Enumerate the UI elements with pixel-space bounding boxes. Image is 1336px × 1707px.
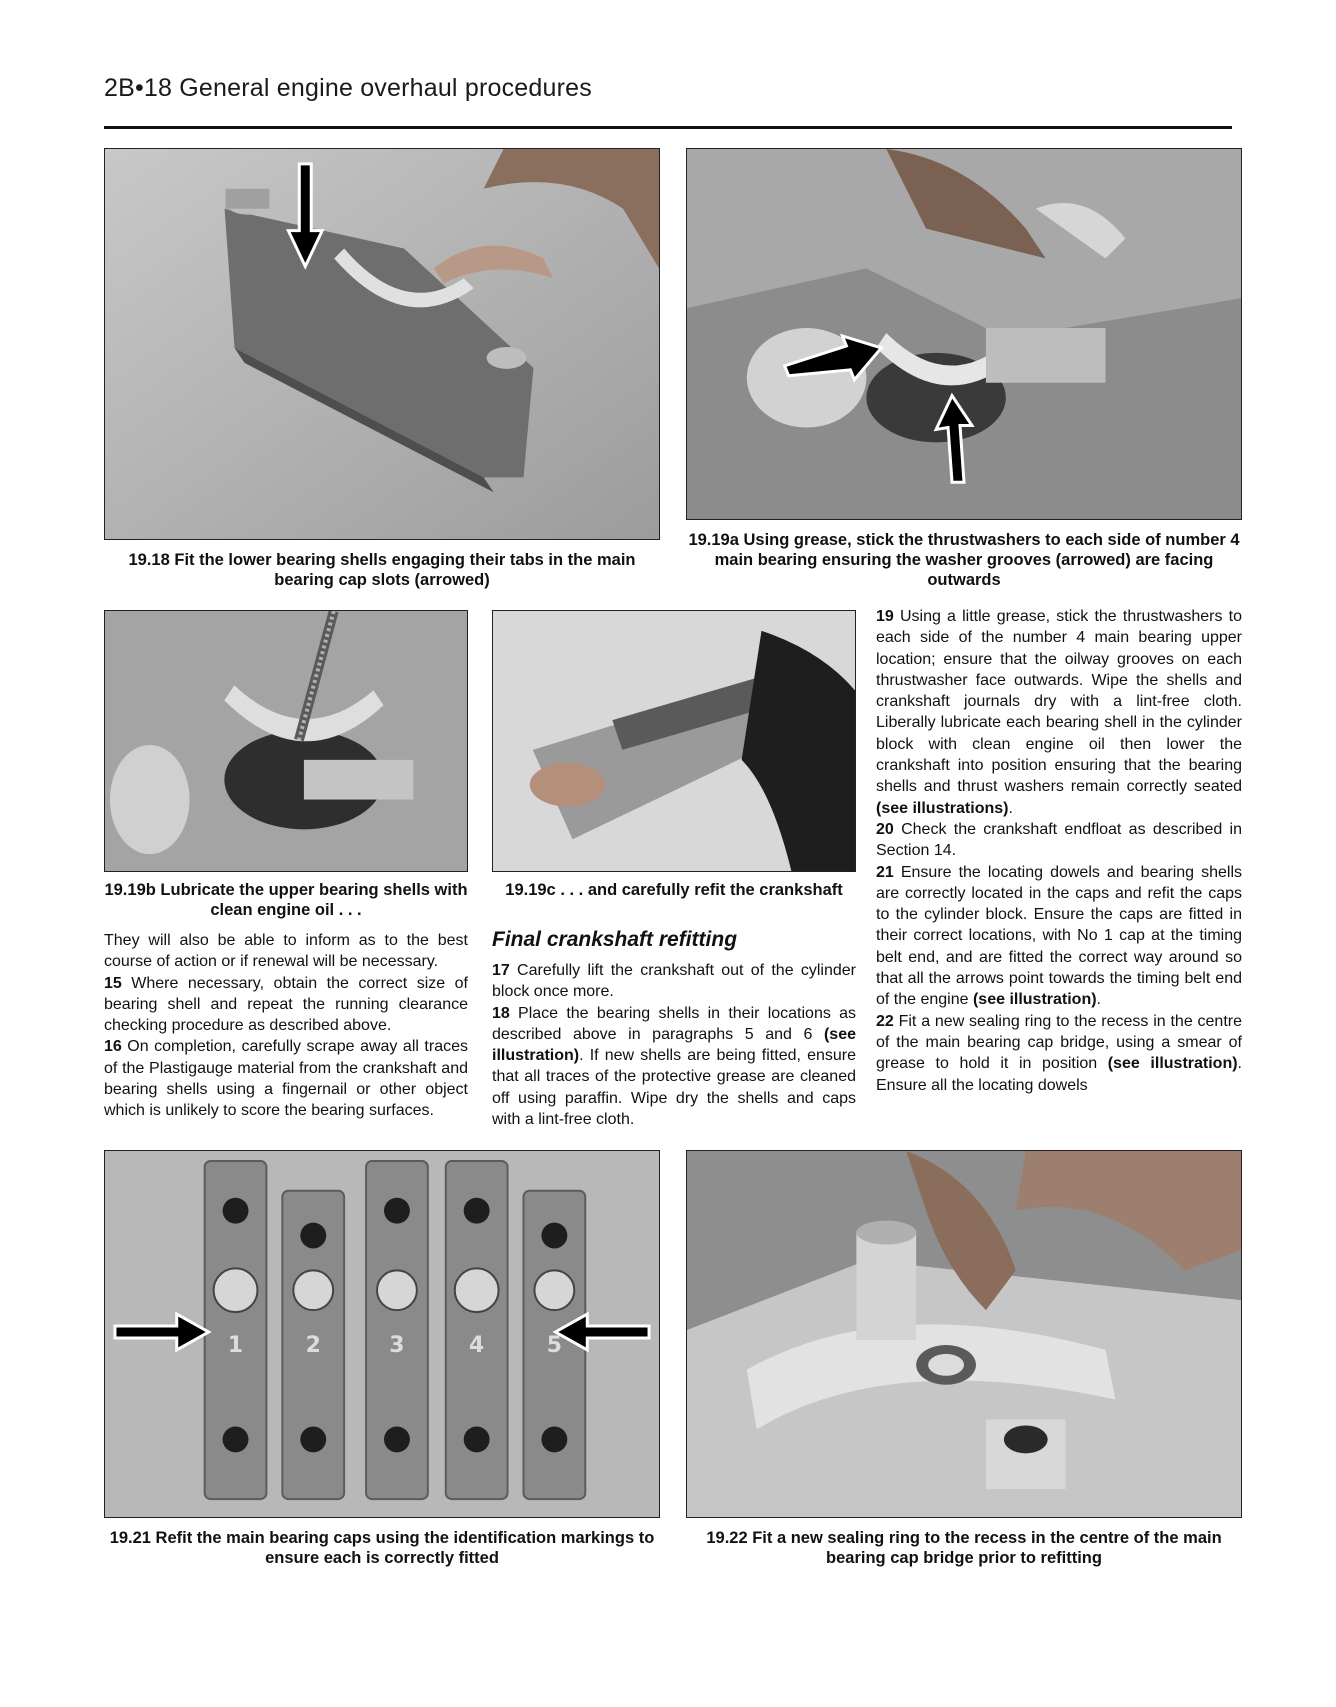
- paragraph-number: 18: [492, 1004, 510, 1022]
- paragraph-number: 16: [104, 1038, 122, 1056]
- cap-marking-1: 1: [227, 1332, 244, 1358]
- paragraph-text: . If new shells are being fitted, ensure that all traces of the protective grease are cleaned off using paraffin. Wipe dry the shells and caps with a lint-free cloth.: [492, 1047, 856, 1129]
- paragraph-number: 19: [876, 608, 894, 625]
- paragraph-text: . Ensure all the locating dowels: [876, 1055, 1242, 1094]
- photo-19-22: [686, 1150, 1242, 1518]
- paragraph-text: On completion, carefully scrape away all traces of the Plastigauge material from the crankshaft and bearing shells using a fingernail or other object which is unlikely to score the bearing surfaces.: [104, 1038, 468, 1120]
- cap-marking-5: 5: [546, 1332, 563, 1358]
- arrow-marker: [785, 336, 882, 380]
- illustration-reference: (see illustration): [972, 991, 1097, 1009]
- text-column-3: [876, 606, 1242, 1096]
- arrow-marker: [115, 1314, 209, 1350]
- paragraph-number: 15: [104, 974, 122, 992]
- paragraph-text: Place the bearing shells in their locations as described above in paragraphs 5 and 6: [492, 1004, 856, 1043]
- paragraph-number: 22: [876, 1012, 894, 1030]
- illustration-reference: (see illustration): [492, 1025, 856, 1065]
- text-column-1: [104, 930, 468, 1122]
- paragraph-text: They will also be able to inform as to the best course of action or if renewal will be necessary.: [104, 932, 468, 971]
- paragraph-number: 21: [876, 863, 894, 881]
- paragraph-text: Fit a new sealing ring to the recess in the centre of the main bearing cap bridge, using a smear of grease to hold it in position: [876, 1012, 1242, 1073]
- photo-19-19a: [686, 148, 1242, 520]
- caption-19-22: 19.22 Fit a new sealing ring to the recess in the centre of the main bearing cap bridge prior to refitting: [706, 1529, 1222, 1567]
- cap-marking-4: 4: [469, 1332, 485, 1358]
- photo-19-19c: [492, 610, 856, 872]
- paragraph-number: 20: [876, 820, 894, 838]
- arrow-marker: [288, 164, 322, 266]
- photo-19-18: [104, 148, 660, 540]
- caption-19-19c: 19.19c . . . and carefully refit the crankshaft: [505, 881, 843, 899]
- illustration-reference: (see illustrations): [876, 799, 1009, 817]
- caption-19-21: 19.21 Refit the main bearing caps using the identification markings to ensure each is correctly fitted: [109, 1529, 655, 1567]
- paragraph-text: Ensure the locating dowels and bearing shells are correctly located in the caps and refit the caps to the cylinder block. Ensure the caps are fitted in their correct locations, with No 1 cap at the timing belt end, and are fitted the correct way around so that all the arrows point towards the timing belt end of the engine: [876, 863, 1242, 1009]
- text-column-2: [492, 960, 856, 1130]
- paragraph-text: Where necessary, obtain the correct size of bearing shell and repeat the running clearance checking procedure as described above.: [104, 974, 468, 1035]
- photo-19-21: [104, 1150, 660, 1518]
- arrow-marker: [936, 396, 972, 483]
- caption-19-19b: 19.19b Lubricate the upper bearing shells with clean engine oil . . .: [104, 881, 468, 919]
- paragraph-text: Carefully lift the crankshaft out of the cylinder block once more.: [492, 962, 856, 1001]
- paragraph-number: 17: [492, 962, 510, 979]
- illustration-reference: (see illustration): [1107, 1055, 1238, 1073]
- paragraph-text: .: [1096, 991, 1101, 1009]
- arrow-marker: [555, 1314, 649, 1350]
- cap-marking-2: 2: [305, 1332, 321, 1358]
- paragraph-text: Using a little grease, stick the thrustwashers to each side of the number 4 main bearing upper location; ensure that the oilway grooves on each thrustwasher face outwards. Wipe the shells and crankshaft journals dry with a lint-free cloth. Liberally lubricate each bearing shell in the cylinder block with clean engine oil then lower the crankshaft into position ensuring that the bearing shells and thrust washers remain correctly seated: [876, 608, 1242, 796]
- photo-19-19b: [104, 610, 468, 872]
- paragraph-text: .: [1008, 799, 1013, 817]
- paragraph-text: Check the crankshaft endfloat as described in Section 14.: [876, 820, 1242, 860]
- page-header: 2B•18 General engine overhaul procedures: [104, 74, 592, 102]
- cap-marking-3: 3: [389, 1332, 405, 1358]
- header-rule: [104, 126, 1232, 129]
- caption-19-18: 19.18 Fit the lower bearing shells engaging their tabs in the main bearing cap slots (arrowed): [128, 551, 636, 589]
- section-heading: Final crankshaft refitting: [492, 928, 738, 951]
- caption-19-19a: 19.19a Using grease, stick the thrustwashers to each side of number 4 main bearing ensuring the washer grooves (arrowed) are facing outwards: [688, 531, 1240, 589]
